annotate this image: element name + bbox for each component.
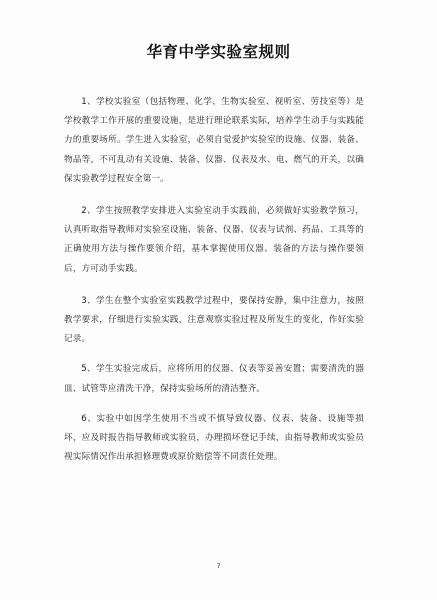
paragraph-1: 1、学校实验室（包括物理、化学、生物实验室、视听室、劳技室等）是学校教学工作开展的重要设施，是进行理论联系实际，培养学生动手与实践能力的重要场所。学生进入实验室，必须自觉爱护实验室的设施、仪器、装备、物品等，不可乱动有关设施、装备、仪器、仪表及水、电、燃气的开关，以确保实验教学过程安全第一。 bbox=[64, 97, 364, 184]
paragraph-2: 2、学生按照教学安排进入实验室动手实践前，必须做好实验教学预习，认真听取指导教师对实验室设施、装备、仪器、仪表与试剂、药品、工具等的正确使用方法与操作要领介绍，基本掌握使用仪器、装备的方法与操作要领后，方可动手实践。 bbox=[64, 206, 364, 274]
paragraph-5: 6、实验中如因学生使用不当或不慎导致仪器、仪表、装备、设施等损坏，应及时报告指导教师或实验员，办理损坏登记手续，由指导教师或实验员视实际情况作出承担修理费或原价赔偿等不同责任处理。 bbox=[64, 413, 364, 463]
document-title: 华育中学实验室规则 bbox=[146, 43, 291, 61]
page-number: 7 bbox=[216, 563, 221, 570]
paragraph-4: 5、学生实验完成后，应将所用的仪器、仪表等妥善安置；需要清洗的器皿、试管等应清洗干净，保持实验场所的清洁整齐。 bbox=[64, 364, 364, 394]
paragraph-3: 3、学生在整个实验室实践教学过程中，要保持安静，集中注意力，按照教学要求，仔细进行实验实践，注意观察实验过程及所发生的变化，作好实验记录。 bbox=[64, 295, 364, 345]
document-body bbox=[64, 93, 364, 478]
